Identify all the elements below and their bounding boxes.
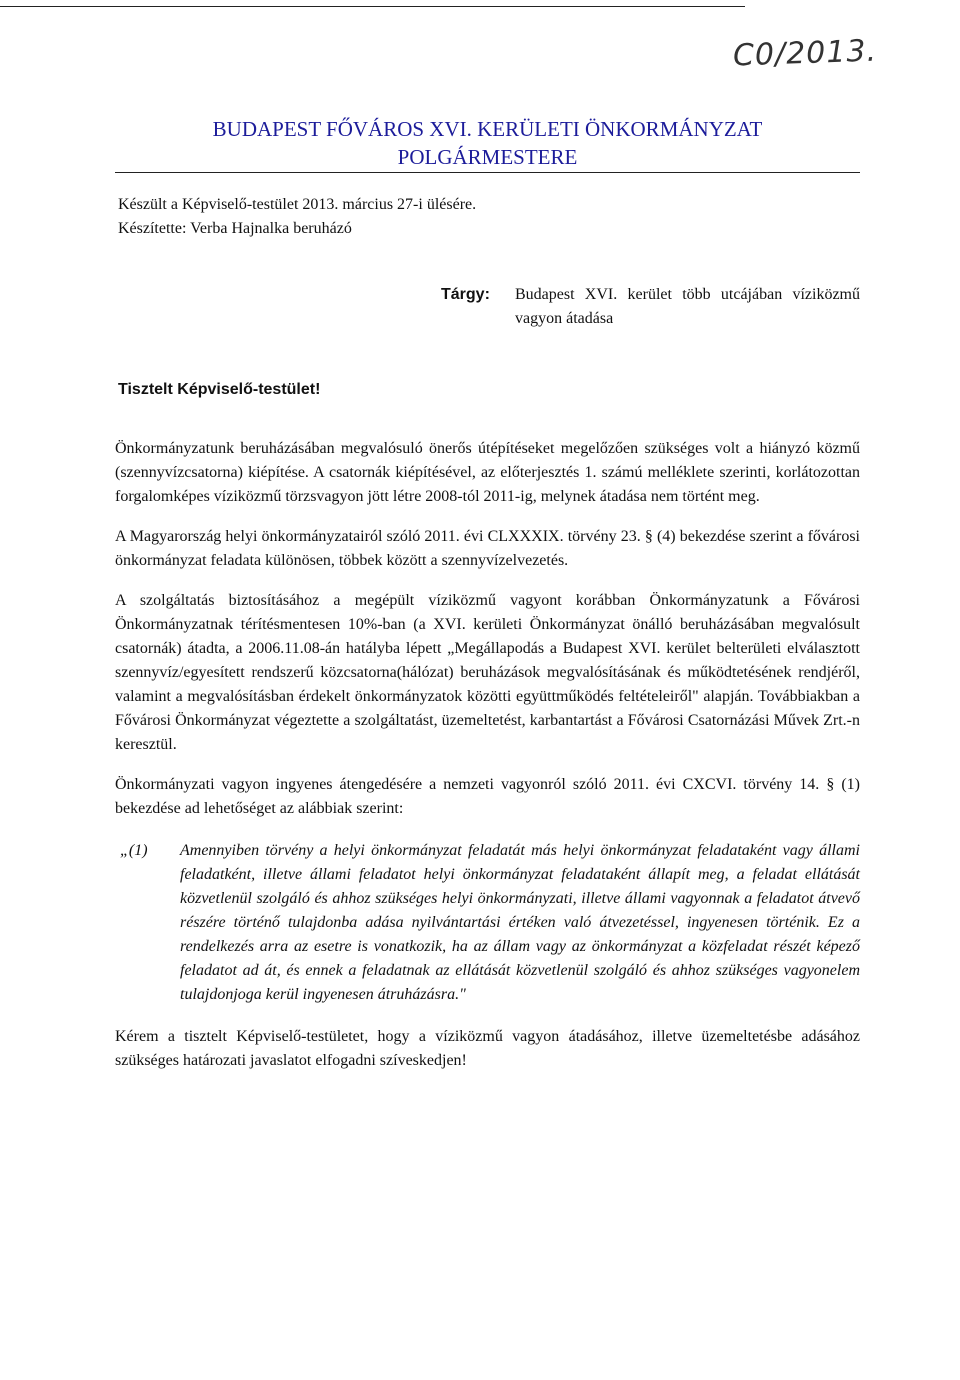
subject-label: Tárgy:	[441, 286, 490, 303]
quote-number: „(1)	[120, 842, 148, 859]
paragraph-3: A szolgáltatás biztosításához a megépült víziközmű vagyont korábban Önkormányzatunk a Fővárosi Önkormányzatnak térítésmentesen 10%-ban (a XVI. kerületi Önkormányzat önálló beruházásában megvalósult csatornák) átadta, a 2006.11.08-án hatályba lépett „Megállapodás a Budapest XVI. kerület belterületi elválasztott szennyvíz/egyesített rendszerű közcsatorna(hálózat) beruházások megvalósításának és működtetésének rendjéről, valamint a megvalósításban érdekelt önkormányzatok közötti együttműködés feltételeiről" alapján. Továbbiakban a Fővárosi Önkormányzat végeztette a szolgáltatást, üzemeltetést, karbantartást a Fővárosi Csatornázási Művek Zrt.-n keresztül.	[115, 592, 860, 753]
greeting: Tisztelt Képviselő-testület!	[118, 381, 321, 398]
quote-text: Amennyiben törvény a helyi önkormányzat feladatát más helyi önkormányzat feladataként vagy állami feladatként, illetve állami feladatot helyi önkormányzat feladataként állapít meg, a feladat ellátását közvetlenül szolgáló és ahhoz szükséges helyi önkormányzati, illetve állami vagyonnak a feladatot átvevő részére történő tulajdonba adása nyilvántartási értéken való átvezetéssel, ingyenesen történik. Ez a rendelkezés arra az esetre is vonatkozik, ha az állam vagy az önkormányzat a közfeladat részét képező feladatot ad át, és ennek a feladatnak az ellátását közvetlenül szolgáló és ahhoz szükséges vagyonelem tulajdonjoga kerül ingyenesen átruházásra."	[180, 842, 860, 1003]
top-rule	[0, 6, 745, 7]
header-title: BUDAPEST FŐVÁROS XVI. KERÜLETI ÖNKORMÁNYZAT	[212, 117, 763, 141]
paragraph-2: A Magyarország helyi önkormányzatairól szóló 2011. évi CLXXXIX. törvény 23. § (4) bekezdése szerint a fővárosi önkormányzat feladata különösen, többek között a szennyvízelvezetés.	[115, 528, 860, 569]
document-meta	[118, 193, 476, 241]
prepared-by: Készítette: Verba Hajnalka beruházó	[118, 220, 352, 237]
paragraph-1: Önkormányzatunk beruházásában megvalósuló önerős útépítéseket megelőzően szükséges volt a hiányzó közmű (szennyvízcsatorna) kiépítése. A csatornák kiépítésével, az előterjesztés 1. számú melléklete szerinti, korlátozottan forgalomképes víziközmű törzsvagyon jött létre 2008-tól 2011-ig, melynek átadása nem történt meg.	[115, 440, 860, 505]
legal-quote	[115, 839, 860, 1007]
closing-paragraph: Kérem a tisztelt Képviselő-testületet, hogy a víziközmű vagyon átadásához, illetve üzemeltetésbe adásához szükséges határozati javaslatot elfogadni szíveskedjen!	[115, 1028, 860, 1069]
header-subtitle: POLGÁRMESTERE	[397, 145, 578, 169]
document-body	[115, 437, 860, 1089]
paragraph-4: Önkormányzati vagyon ingyenes átengedésére a nemzeti vagyonról szóló 2011. évi CXCVI. törvény 14. § (1) bekezdése ad lehetőséget az alábbiak szerint:	[115, 776, 860, 817]
prepared-for: Készült a Képviselő-testület 2013. március 27-i ülésére.	[118, 196, 477, 213]
header-rule	[115, 172, 860, 173]
subject-text: Budapest XVI. kerület több utcájában víziközmű vagyon átadása	[515, 286, 860, 327]
handwritten-note: C0/2013.	[732, 33, 878, 74]
document-header	[115, 115, 860, 171]
